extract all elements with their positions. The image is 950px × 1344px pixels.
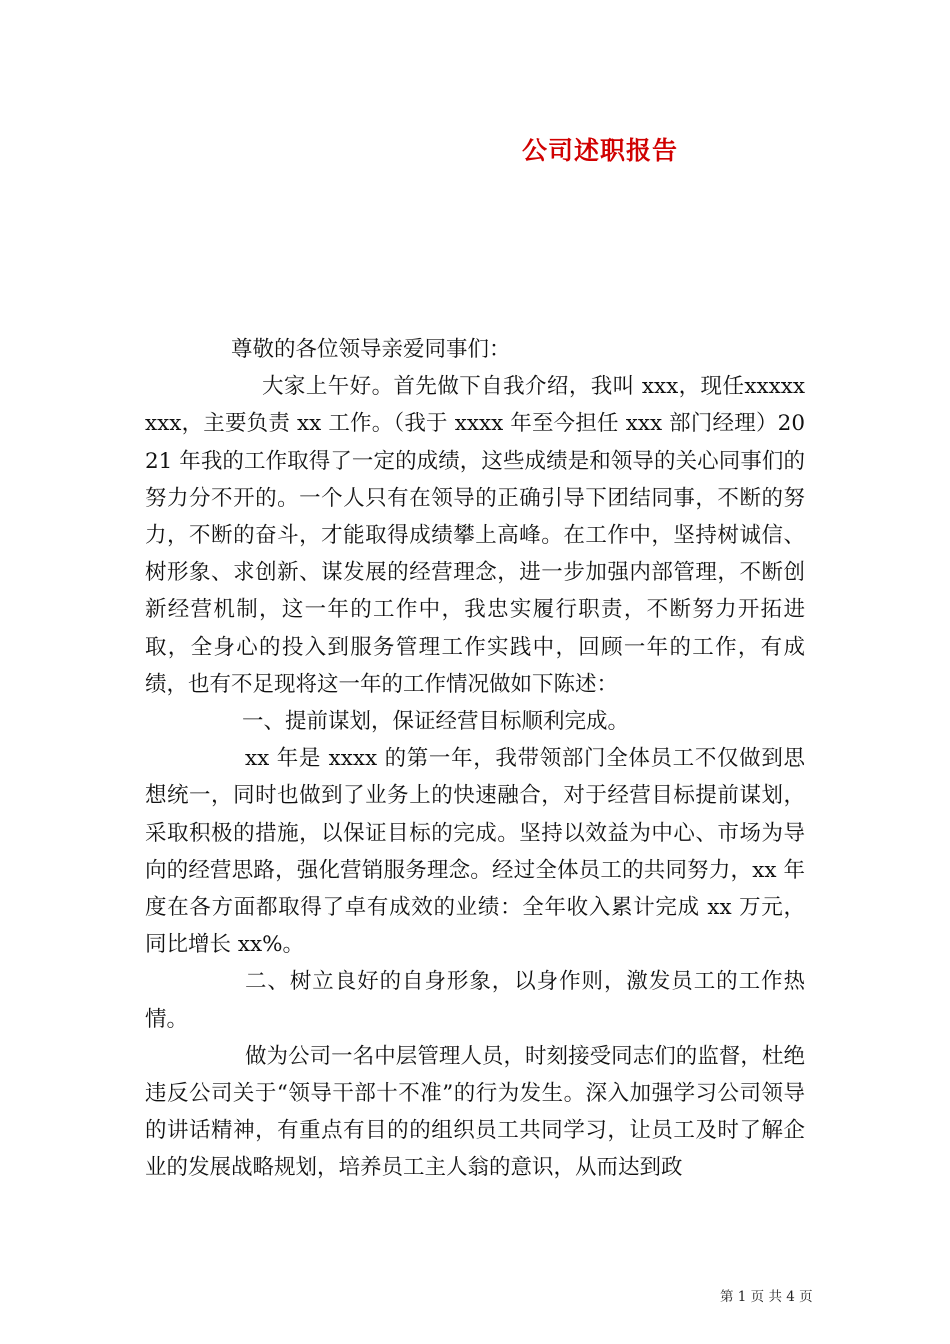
section-heading-1: 一、提前谋划，保证经营目标顺利完成。 [242,709,630,735]
paragraph-introduction: 大家上午好。首先做下自我介绍，我叫 xxx，现任xxxxxxxx，主要负责 xx 工作。（我于 xxxx 年至今担任 xxx 部门经理）2021 年我的工作取得了一定的成绩，这些成绩是和领导的关心同事们的努力分不开的。一个人只有在领导的正确引导下团结同事，不断的努力，不断的奋斗，才能取得成绩攀上高峰。在工作中，坚持树诚信、树形象、求创新、谋发展的经营理念，进一步加强内部管理，不断创新经营机制，这一年的工作中，我忠实履行职责，不断努力开拓进取，全身心的投入到服务管理工作实践中，回顾一年的工作，有成绩，也有不足现将这一年的工作情况做如下陈述： [145,374,805,697]
paragraph-section-2: 做为公司一名中层管理人员，时刻接受同志们的监督，杜绝违反公司关于“领导干部十不准”的行为发生。深入加强学习公司领导的讲话精神，有重点有目的的组织员工共同学习，让员工及时了解企业的发展战略规划，培养员工主人翁的意识，从而达到政 [145,1043,805,1181]
document-title: 公司述职报告 [521,136,678,165]
document-body [145,331,805,1187]
greeting-line: 尊敬的各位领导亲爱同事们： [231,337,511,362]
paragraph-section-1: xx 年是 xxxx 的第一年，我带领部门全体员工不仅做到思想统一，同时也做到了业务上的快速融合，对于经营目标提前谋划，采取积极的措施，以保证目标的完成。坚持以效益为中心、市场为导向的经营思路，强化营销服务理念。经过全体员工的共同努力，xx 年度在各方面都取得了卓有成效的业绩：全年收入累计完成 xx 万元，同比增长 xx%。 [145,746,805,958]
section-heading-2: 二、树立良好的自身形象，以身作则，激发员工的工作热情。 [145,969,805,1032]
page-number-footer: 第 1 页 共 4 页 [720,1289,813,1305]
